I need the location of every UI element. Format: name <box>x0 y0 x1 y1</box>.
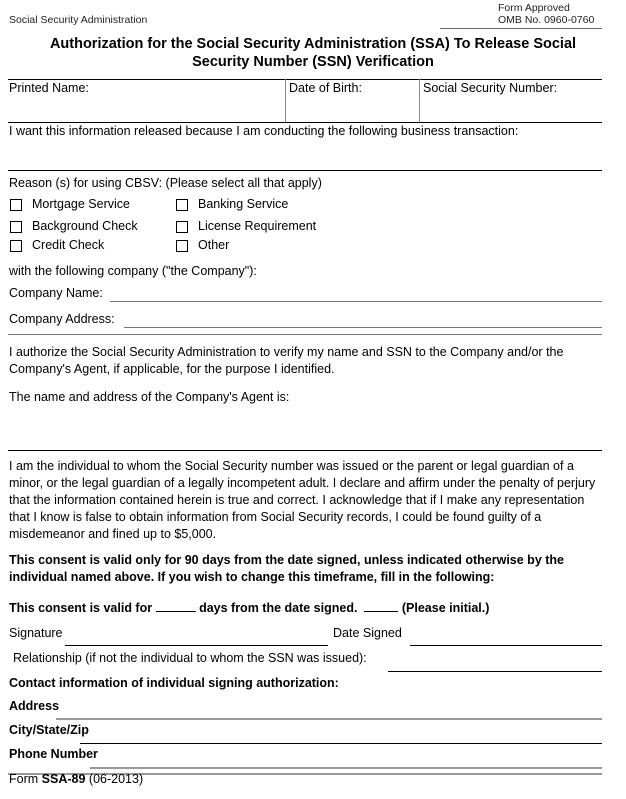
city-label: City/State/Zip <box>9 723 89 737</box>
credit-checkbox[interactable] <box>10 240 22 252</box>
transaction-label: I want this information released because I am conducting the following business transaction: <box>9 124 519 138</box>
printed-name-label: Printed Name: <box>9 81 89 95</box>
date-signed-field[interactable] <box>410 645 602 646</box>
signature-label: Signature <box>9 626 63 640</box>
credit-label: Credit Check <box>32 238 105 252</box>
table-top-border <box>8 79 602 80</box>
company-name-field[interactable] <box>110 301 602 302</box>
signature-field[interactable] <box>65 645 328 646</box>
company-name-label: Company Name: <box>9 286 103 300</box>
column-divider <box>285 79 286 122</box>
other-label: Other <box>198 238 230 252</box>
dob-field[interactable] <box>288 96 417 121</box>
form-number: SSA-89 <box>41 772 86 786</box>
mortgage-checkbox[interactable] <box>10 199 22 211</box>
consent-part2: days from the date signed. <box>199 601 358 615</box>
header-divider <box>440 28 602 29</box>
page-title-line2: Security Number (SSN) Verification <box>192 54 434 70</box>
transaction-field[interactable] <box>8 170 602 171</box>
column-divider <box>419 79 420 122</box>
form-footer <box>9 772 143 787</box>
days-field[interactable] <box>156 600 196 612</box>
initial-field[interactable] <box>364 600 398 612</box>
banking-label: Banking Service <box>198 197 289 211</box>
mortgage-label: Mortgage Service <box>32 197 130 211</box>
address-label: Address <box>9 699 60 713</box>
printed-name-field[interactable] <box>9 96 283 121</box>
agent-field[interactable] <box>8 450 602 451</box>
relationship-field[interactable] <box>388 671 602 672</box>
other-checkbox[interactable] <box>176 240 188 252</box>
consent-part1: This consent is valid for <box>9 601 153 615</box>
company-address-label: Company Address: <box>9 312 115 326</box>
contact-heading: Contact information of individual signing authorization: <box>9 676 339 690</box>
table-bottom-border <box>8 122 602 123</box>
declaration-text: I am the individual to whom the Social Security number was issued or the parent or legal guardian of a minor, or the legal guardian of a legally incompetent adult. I declare and affirm under the penalty of perjury that the information contained herein is true and correct. I acknowledge that if I make any representation that I know is false to obtain information from Social Security records, I could be found guilty of a misdemeanor and fined up to $5,000. <box>9 459 596 541</box>
relationship-label: Relationship (if not the individual to whom the SSN was issued): <box>13 651 367 665</box>
page-title-line1: Authorization for the Social Security Administration (SSA) To Release Social <box>49 36 577 52</box>
background-label: Background Check <box>32 219 138 233</box>
license-label: License Requirement <box>198 219 317 233</box>
ssn-label: Social Security Number: <box>423 81 558 95</box>
footer-prefix: Form <box>9 772 39 786</box>
consent-line <box>9 600 489 616</box>
phone-field[interactable] <box>90 767 602 769</box>
background-checkbox[interactable] <box>10 221 22 233</box>
date-signed-label: Date Signed <box>333 626 402 640</box>
consent-notice: This consent is valid only for 90 days from the date signed, unless indicated otherwise by the individual named above. If you wish to change this timeframe, fill in the following: <box>9 553 564 584</box>
company-address-field[interactable] <box>124 327 602 328</box>
company-address-field-2[interactable] <box>8 334 602 335</box>
form-date: (06-2013) <box>88 772 144 786</box>
consent-part3: (Please initial.) <box>401 601 490 615</box>
phone-label: Phone Number <box>9 747 98 761</box>
license-checkbox[interactable] <box>176 221 188 233</box>
banking-checkbox[interactable] <box>176 199 188 211</box>
form-approved: Form Approved <box>498 2 570 14</box>
reason-label: Reason (s) for using CBSV: (Please select all that apply) <box>9 176 322 190</box>
agent-label: The name and address of the Company's Agent is: <box>9 390 290 404</box>
omb-number: OMB No. 0960-0760 <box>498 14 595 26</box>
agency-name: Social Security Administration <box>9 14 148 26</box>
ssn-field[interactable] <box>422 96 600 121</box>
city-field[interactable] <box>80 743 602 744</box>
authorization-text: I authorize the Social Security Administration to verify my name and SSN to the Company and/or the Company's Agent, if applicable, for the purpose I identified. <box>9 345 564 376</box>
dob-label: Date of Birth: <box>289 81 362 95</box>
address-field[interactable] <box>56 718 602 720</box>
company-intro: with the following company ("the Company"): <box>9 264 257 278</box>
